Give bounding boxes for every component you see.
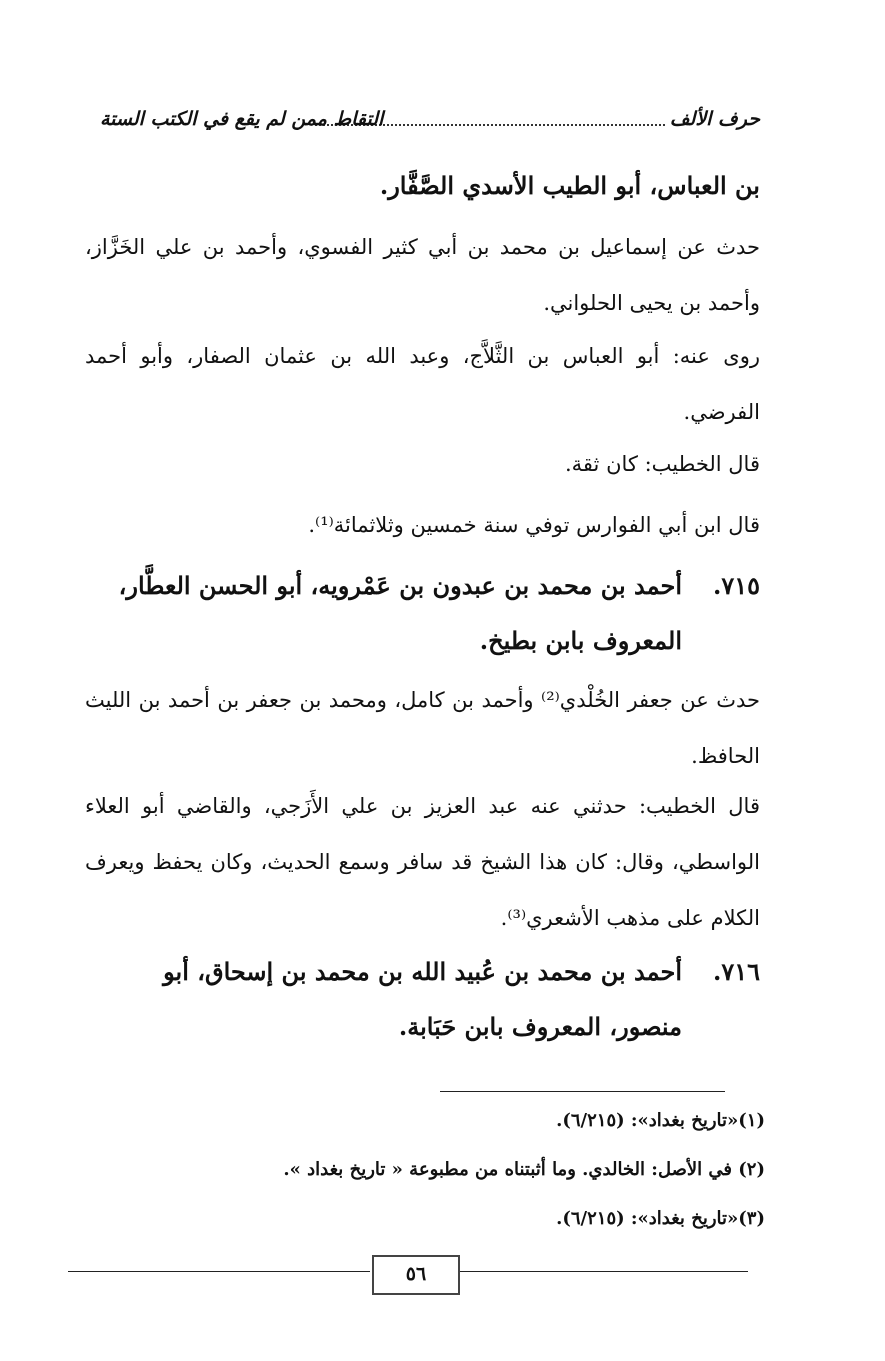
footnote-separator xyxy=(440,1091,725,1092)
footnote: (١)«تاريخ بغداد»: (٦/٢١٥). xyxy=(556,1110,765,1131)
entry-title: أحمد بن محمد بن عبدون بن عَمْرويه، أبو الحسن العطَّار، المعروف بابن بطيخ. xyxy=(118,571,682,655)
paragraph: حدث عن إسماعيل بن محمد بن أبي كثير الفسوي، وأحمد بن علي الخَزَّاز، وأحمد بن يحيى الحلواني. xyxy=(85,235,760,315)
entry-716 xyxy=(85,944,760,1054)
entry-number: ٧١٦. xyxy=(712,957,760,986)
paragraph: روى عنه: أبو العباس بن الثَّلاَّج، وعبد الله بن عثمان الصفار، وأبو أحمد الفرضي. xyxy=(85,344,760,424)
footnote: (٢) في الأصل: الخالدي. وما أثبتناه من مطبوعة « تاريخ بغداد ». xyxy=(283,1159,765,1180)
entry-continuation-heading: بن العباس، أبو الطيب الأسدي الصَّفَّار. xyxy=(379,171,760,200)
entry-title: أحمد بن محمد بن عُبيد الله بن محمد بن إسحاق، أبو منصور، المعروف بابن حَبَابة. xyxy=(163,957,682,1041)
footnote: (٣)«تاريخ بغداد»: (٦/٢١٥). xyxy=(556,1208,765,1229)
entry-number: ٧١٥. xyxy=(712,571,760,600)
page-number: ٥٦ xyxy=(372,1255,460,1295)
entry-715 xyxy=(85,558,760,668)
chapter-title: حرف الألف xyxy=(669,108,760,130)
running-header xyxy=(100,104,760,138)
book-title: التقاط ممن لم يقع في الكتب الستة xyxy=(100,108,384,130)
paragraph: قال الخطيب: كان ثقة. xyxy=(565,452,760,476)
paragraph: حدث عن جعفر الخُلْدي⁽²⁾ وأحمد بن كامل، ومحمد بن جعفر بن أحمد بن الليث الحافظ. xyxy=(85,688,761,768)
paragraph: قال ابن أبي الفوارس توفي سنة خمسين وثلاثمائة⁽¹⁾. xyxy=(308,513,760,537)
footer-rule-right xyxy=(458,1271,748,1272)
footer-rule-left xyxy=(68,1271,370,1272)
paragraph: قال الخطيب: حدثني عنه عبد العزيز بن علي الأَزَجي، والقاضي أبو العلاء الواسطي، وقال: كان هذا الشيخ قد سافر وسمع الحديث، وكان يحفظ ويعرف الكلام على مذهب الأشعري⁽³⁾. xyxy=(85,794,760,930)
